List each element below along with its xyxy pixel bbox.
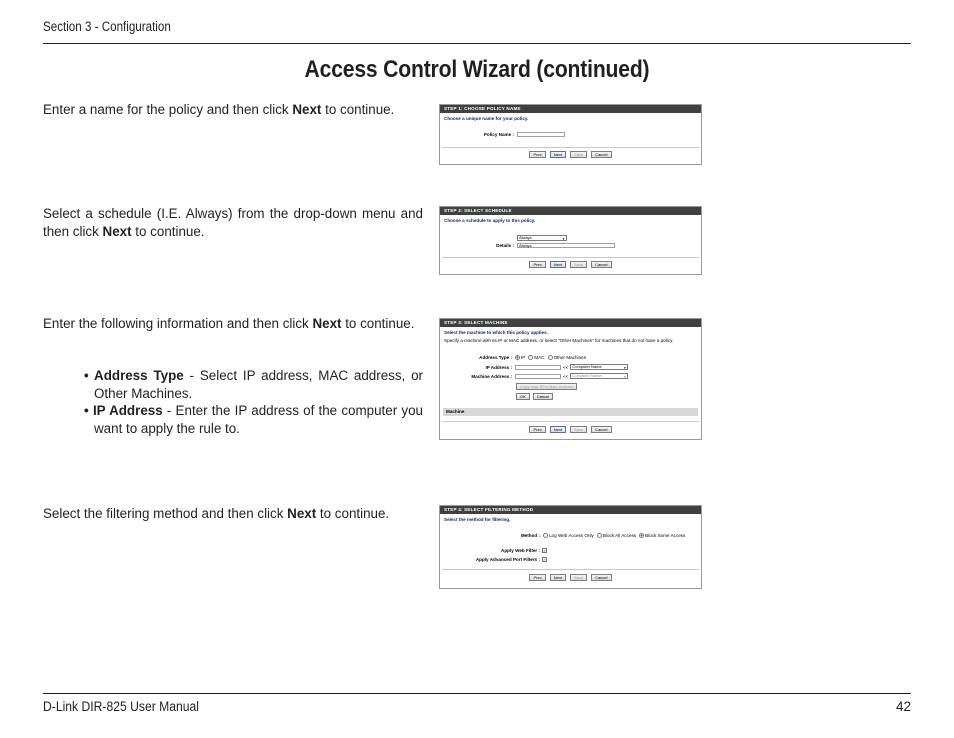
cancel-button[interactable]: Cancel	[533, 393, 553, 400]
other-machines-radio-label: Other Machines	[553, 355, 586, 360]
next-button[interactable]: Next	[550, 574, 566, 581]
bullet-item	[84, 402, 423, 437]
address-type-label: Address Type :	[479, 355, 512, 360]
cancel-button[interactable]: Cancel	[591, 261, 611, 268]
log-web-access-radio[interactable]	[543, 533, 548, 538]
web-filter-checkbox[interactable]: ✓	[543, 548, 547, 553]
bullet-term: Address Type	[94, 368, 184, 383]
block-some-radio[interactable]	[639, 533, 644, 538]
instruction-text: Select a schedule (I.E. Always) from the drop-down menu and then click	[43, 206, 423, 239]
instruction-step1	[43, 101, 423, 119]
bullet-text: - Select IP address, MAC address, or Other Machines.	[94, 368, 423, 401]
block-all-radio[interactable]	[597, 533, 602, 538]
copy-arrow: <<	[563, 364, 569, 370]
block-some-label: Block Some Access	[645, 533, 686, 538]
chevron-down-icon: ▼	[623, 366, 627, 370]
divider	[442, 569, 699, 570]
save-button[interactable]: Save	[570, 426, 587, 433]
section-header: Section 3 - Configuration	[43, 19, 171, 34]
footer-page-number: 42	[895, 699, 911, 714]
wizard-step-header: STEP 1: CHOOSE POLICY NAME	[440, 105, 701, 113]
save-button[interactable]: Save	[570, 261, 587, 268]
ip-radio-label: IP	[521, 355, 526, 360]
instruction-step3	[43, 315, 423, 333]
next-button[interactable]: Next	[550, 151, 566, 158]
instruction-bold: Next	[287, 506, 317, 521]
divider	[442, 257, 699, 258]
computer-name-select-mac[interactable]	[570, 373, 628, 379]
computer-name-select-value: Computer Name	[572, 373, 602, 378]
instruction-bold: Next	[312, 316, 342, 331]
details-field: Always	[517, 243, 615, 248]
machine-address-input[interactable]	[515, 374, 561, 379]
save-button[interactable]: Save	[570, 151, 587, 158]
wizard-step-header: STEP 3: SELECT MACHINE	[440, 319, 701, 327]
copy-arrow: <<	[563, 373, 569, 379]
wizard-step4-panel	[439, 505, 702, 589]
bullet-list	[84, 367, 423, 437]
instruction-text: Enter a name for the policy and then click	[43, 102, 293, 117]
bullet-text: - Enter the IP address of the computer you want to apply the rule to.	[94, 403, 423, 436]
instruction-text: Select the filtering method and then click	[43, 506, 288, 521]
instruction-text: to continue.	[316, 506, 390, 521]
computer-name-select[interactable]	[570, 364, 628, 370]
prev-button[interactable]: Prev	[529, 261, 545, 268]
instruction-text: Enter the following information and then click	[43, 316, 313, 331]
bullet-marker: •	[84, 368, 89, 383]
prev-button[interactable]: Prev	[529, 426, 545, 433]
cancel-button[interactable]: Cancel	[591, 426, 611, 433]
ip-address-label: IP Address :	[485, 364, 512, 370]
computer-name-select-value: Computer Name	[572, 364, 602, 369]
wizard-step-description: Specify a machine with its IP or MAC address, or select "Other Machines" for machines that do not have a policy.	[444, 338, 674, 343]
prev-button[interactable]: Prev	[529, 574, 545, 581]
method-label: Method :	[520, 533, 540, 538]
instruction-text: to continue.	[341, 316, 415, 331]
wizard-step-subtitle: Choose a schedule to apply to this policy.	[444, 218, 536, 223]
wizard-step-subtitle: Select the method for filtering.	[444, 517, 511, 522]
cancel-button[interactable]: Cancel	[591, 574, 611, 581]
block-all-label: Block All Access	[602, 533, 637, 538]
instruction-bold: Next	[292, 102, 322, 117]
footer-manual-name: D-Link DIR-825 User Manual	[43, 699, 199, 714]
instruction-text: to continue.	[131, 223, 205, 239]
wizard-step-subtitle: Select the machine to which this policy applies.	[444, 330, 548, 335]
wizard-step-subtitle: Choose a unique name for your policy.	[444, 116, 529, 121]
instruction-bold: Next	[102, 223, 132, 239]
port-filter-checkbox[interactable]: ✓	[543, 557, 547, 562]
ip-radio[interactable]	[515, 355, 520, 360]
bullet-item	[84, 367, 423, 402]
chevron-down-icon: ▼	[623, 375, 627, 379]
schedule-select-value: Always	[519, 235, 532, 240]
machine-table-header: Machine	[443, 408, 698, 416]
web-filter-label: Apply Web Filter :	[501, 548, 540, 553]
schedule-select[interactable]	[517, 235, 567, 241]
instruction-step2	[43, 205, 423, 240]
wizard-step3-panel	[439, 318, 702, 440]
instruction-text: to continue.	[321, 102, 395, 117]
details-label: Details :	[496, 243, 514, 248]
ok-button[interactable]: OK	[516, 393, 530, 400]
mac-radio[interactable]	[528, 355, 533, 360]
wizard-step2-panel	[439, 206, 702, 275]
mac-radio-label: MAC	[534, 355, 545, 360]
prev-button[interactable]: Prev	[529, 151, 545, 158]
bullet-marker: •	[84, 403, 89, 418]
header-rule	[43, 43, 911, 44]
bullet-term: IP Address	[92, 403, 163, 418]
wizard-step1-panel	[439, 104, 702, 165]
port-filter-label: Apply Advanced Port Filters :	[475, 557, 540, 562]
cancel-button[interactable]: Cancel	[591, 151, 611, 158]
divider	[442, 147, 699, 148]
instruction-step4	[43, 505, 423, 523]
ip-address-input[interactable]	[515, 365, 561, 370]
copy-mac-button[interactable]: Copy Your PC's MAC Address	[516, 383, 577, 390]
policy-name-label: Policy Name :	[483, 132, 514, 137]
save-button[interactable]: Save	[570, 574, 587, 581]
other-machines-radio[interactable]	[548, 355, 553, 360]
page-title: Access Control Wizard (continued)	[304, 56, 650, 83]
log-web-access-label: Log Web Access Only	[549, 533, 594, 538]
divider	[442, 421, 699, 422]
footer-rule	[43, 693, 911, 694]
next-button[interactable]: Next	[550, 426, 566, 433]
next-button[interactable]: Next	[550, 261, 566, 268]
machine-address-label: Machine Address :	[471, 373, 512, 379]
chevron-down-icon: ▼	[562, 237, 565, 241]
policy-name-input[interactable]	[517, 132, 565, 137]
wizard-step-header: STEP 2: SELECT SCHEDULE	[440, 207, 701, 215]
wizard-step-header: STEP 4: SELECT FILTERING METHOD	[440, 506, 701, 514]
